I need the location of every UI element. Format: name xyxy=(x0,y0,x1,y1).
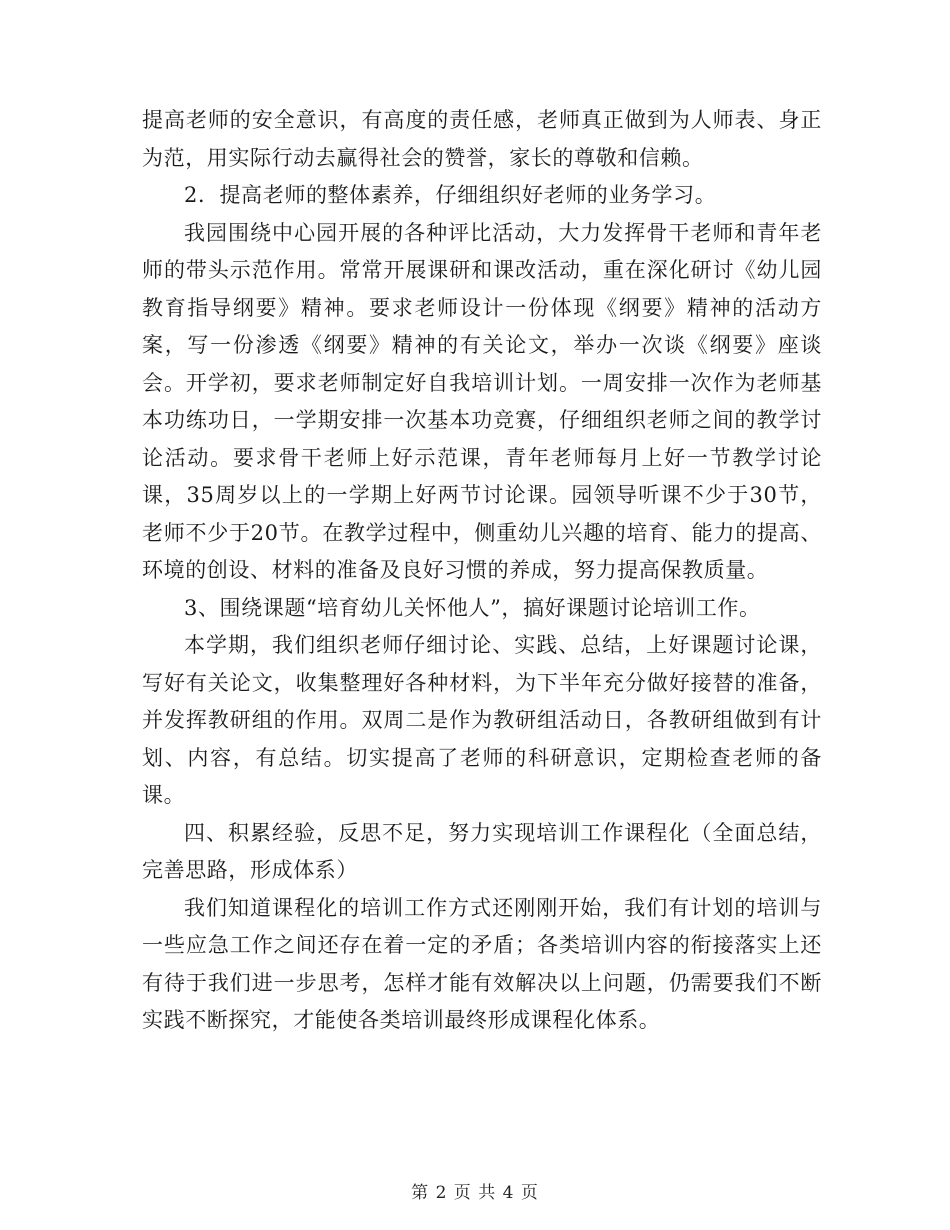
paragraph-3: 我园围绕中心园开展的各种评比活动，大力发挥骨干老师和青年老师的带头示范作用。常常开展课研和课改活动，重在深化研讨《幼儿园教育指导纲要》精神。要求老师设计一份体现《纲要》精神的活动方案，写一份渗透《纲要》精神的有关论文，举办一次谈《纲要》座谈会。开学初，要求老师制定好自我培训计划。一周安排一次作为老师基本功练功日，一学期安排一次基本功竞赛，仔细组织老师之间的教学讨论活动。要求骨干老师上好示范课，青年老师每月上好一节教学讨论课，35周岁以上的一学期上好两节讨论课。园领导听课不少于30节，老师不少于20节。在教学过程中，侧重幼儿兴趣的培育、能力的提高、环境的创设、材料的准备及良好习惯的养成，努力提高保教质量。 xyxy=(142,220,822,582)
document-body xyxy=(142,102,822,1040)
paragraph-5: 本学期，我们组织老师仔细讨论、实践、总结，上好课题讨论课，写好有关论文，收集整理好各种材料，为下半年充分做好接替的准备，并发挥教研组的作用。双周二是作为教研组活动日，各教研组做到有计划、内容，有总结。切实提高了老师的科研意识，定期检查老师的备课。 xyxy=(142,633,822,807)
paragraph-6-heading: 四、积累经验，反思不足，努力实现培训工作课程化（全面总结，完善思路，形成体系） xyxy=(142,820,822,882)
page-number-footer: 第 2 页 共 4 页 xyxy=(411,1183,539,1203)
paragraph-2-heading: 2．提高老师的整体素养，仔细组织好老师的业务学习。 xyxy=(184,183,717,207)
paragraph-7: 我们知道课程化的培训工作方式还刚刚开始，我们有计划的培训与一些应急工作之间还存在着一定的矛盾；各类培训内容的衔接落实上还有待于我们进一步思考，怎样才能有效解决以上问题，仍需要我们不断实践不断探究，才能使各类培训最终形成课程化体系。 xyxy=(142,895,822,1032)
paragraph-1: 提高老师的安全意识，有高度的责任感，老师真正做到为人师表、身正为范，用实际行动去赢得社会的赞誉，家长的尊敬和信赖。 xyxy=(142,108,822,170)
paragraph-4-heading: 3、围绕课题“培育幼儿关怀他人”，搞好课题讨论培训工作。 xyxy=(184,595,761,620)
